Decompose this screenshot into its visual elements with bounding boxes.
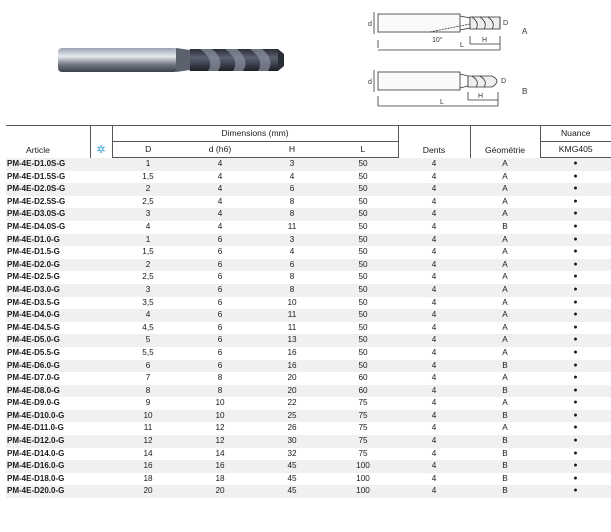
article-cell: PM-4E-D2.0-G [6,259,90,272]
table-row [6,259,611,272]
d-cell: 1,5 [112,171,184,184]
geometrie-cell: A [470,246,540,259]
l-cell: 60 [328,385,398,398]
article-cell: PM-4E-D12.0-G [6,435,90,448]
dents-cell: 4 [398,448,470,461]
l-cell: 50 [328,183,398,196]
dents-cell: 4 [398,435,470,448]
h-cell: 6 [256,183,328,196]
d-cell: 8 [112,385,184,398]
d-cell: 11 [112,422,184,435]
header-L: L [328,142,398,158]
d-cell: 12 [112,435,184,448]
l-cell: 50 [328,171,398,184]
spacer-cell [90,372,112,385]
article-cell: PM-4E-D10.0-G [6,410,90,423]
d-h6-cell: 8 [184,372,256,385]
table-row [6,448,611,461]
table-row [6,158,611,171]
h-cell: 3 [256,234,328,247]
dents-cell: 4 [398,309,470,322]
l-cell: 50 [328,259,398,272]
article-cell: PM-4E-D8.0-G [6,385,90,398]
h-cell: 45 [256,460,328,473]
article-cell: PM-4E-D1.5S-G [6,171,90,184]
dents-cell: 4 [398,322,470,335]
h-cell: 11 [256,322,328,335]
article-cell: PM-4E-D3.0S-G [6,208,90,221]
d-h6-cell: 6 [184,246,256,259]
d-cell: 5,5 [112,347,184,360]
nuance-cell: ● [540,221,611,234]
table-row [6,271,611,284]
h-cell: 20 [256,385,328,398]
article-cell: PM-4E-D9.0-G [6,397,90,410]
geometrie-cell: A [470,158,540,171]
h-cell: 16 [256,360,328,373]
d-h6-cell: 12 [184,422,256,435]
article-cell: PM-4E-D1.5-G [6,246,90,259]
l-cell: 50 [328,347,398,360]
spacer-cell [90,347,112,360]
diagram-b-d: d [368,79,372,86]
dents-cell: 4 [398,234,470,247]
diagram-b-label: B [522,87,528,96]
header-D: D [112,142,184,158]
d-h6-cell: 4 [184,183,256,196]
d-h6-cell: 4 [184,171,256,184]
dents-cell: 4 [398,171,470,184]
l-cell: 75 [328,397,398,410]
h-cell: 16 [256,347,328,360]
l-cell: 75 [328,410,398,423]
spacer-cell [90,221,112,234]
l-cell: 100 [328,460,398,473]
spacer-cell [90,196,112,209]
diagram-a-H: H [482,37,488,44]
dents-cell: 4 [398,422,470,435]
d-h6-cell: 6 [184,284,256,297]
table-row [6,385,611,398]
spacer-cell [90,473,112,486]
d-cell: 7 [112,372,184,385]
h-cell: 11 [256,309,328,322]
h-cell: 32 [256,448,328,461]
spacer-cell [90,208,112,221]
geometrie-cell: B [470,410,540,423]
spacer-cell [90,397,112,410]
table-row [6,284,611,297]
geometrie-cell: A [470,297,540,310]
diagram-b-L: L [440,99,444,106]
d-cell: 1 [112,158,184,171]
h-cell: 11 [256,221,328,234]
nuance-cell: ● [540,485,611,498]
h-cell: 30 [256,435,328,448]
d-h6-cell: 12 [184,435,256,448]
table-row [6,397,611,410]
nuance-cell: ● [540,347,611,360]
dents-cell: 4 [398,410,470,423]
d-cell: 14 [112,448,184,461]
d-h6-cell: 4 [184,221,256,234]
spacer-cell [90,422,112,435]
geometrie-cell: A [470,334,540,347]
spacer-cell [90,284,112,297]
dents-cell: 4 [398,297,470,310]
spacer-cell [90,360,112,373]
d-cell: 1 [112,234,184,247]
table-row [6,473,611,486]
spacer-cell [90,460,112,473]
dents-cell: 4 [398,473,470,486]
dents-cell: 4 [398,221,470,234]
l-cell: 75 [328,435,398,448]
header-dimensions: Dimensions (mm) [112,126,398,142]
l-cell: 100 [328,473,398,486]
dents-cell: 4 [398,360,470,373]
table-row [6,372,611,385]
d-cell: 6 [112,360,184,373]
nuance-cell: ● [540,284,611,297]
l-cell: 75 [328,422,398,435]
d-cell: 9 [112,397,184,410]
h-cell: 8 [256,208,328,221]
diagram-a-d: d [368,21,372,28]
d-h6-cell: 20 [184,485,256,498]
nuance-cell: ● [540,322,611,335]
d-h6-cell: 16 [184,460,256,473]
nuance-cell: ● [540,422,611,435]
geometrie-cell: A [470,171,540,184]
nuance-cell: ● [540,297,611,310]
article-cell: PM-4E-D4.5-G [6,322,90,335]
dents-cell: 4 [398,246,470,259]
dents-cell: 4 [398,196,470,209]
spacer-cell [90,183,112,196]
h-cell: 3 [256,158,328,171]
h-cell: 8 [256,271,328,284]
h-cell: 10 [256,297,328,310]
d-h6-cell: 6 [184,322,256,335]
dents-cell: 4 [398,397,470,410]
diagram-a-angle: 10° [432,37,443,44]
header-H: H [256,142,328,158]
d-h6-cell: 14 [184,448,256,461]
table-row [6,360,611,373]
table-row [6,422,611,435]
end-mill-photo [50,40,290,80]
spacer-cell [90,322,112,335]
l-cell: 50 [328,284,398,297]
l-cell: 50 [328,221,398,234]
geometrie-cell: B [470,448,540,461]
header-d-h6: d (h6) [184,142,256,158]
spacer-cell [90,334,112,347]
spacer-cell [90,309,112,322]
d-cell: 3 [112,284,184,297]
d-h6-cell: 4 [184,208,256,221]
h-cell: 13 [256,334,328,347]
d-h6-cell: 6 [184,309,256,322]
table-row [6,183,611,196]
nuance-cell: ● [540,460,611,473]
article-cell: PM-4E-D11.0-G [6,422,90,435]
article-cell: PM-4E-D1.0-G [6,234,90,247]
spacer-cell [90,297,112,310]
article-cell: PM-4E-D4.0-G [6,309,90,322]
table-row [6,246,611,259]
dents-cell: 4 [398,284,470,297]
dents-cell: 4 [398,460,470,473]
spacer-cell [90,271,112,284]
nuance-cell: ● [540,385,611,398]
d-cell: 2 [112,259,184,272]
d-h6-cell: 6 [184,271,256,284]
nuance-cell: ● [540,271,611,284]
nuance-cell: ● [540,473,611,486]
geometrie-cell: A [470,271,540,284]
header-geometrie: Géométrie [470,126,540,158]
dents-cell: 4 [398,208,470,221]
dents-cell: 4 [398,347,470,360]
table-row [6,297,611,310]
spacer-cell [90,435,112,448]
d-cell: 3,5 [112,297,184,310]
h-cell: 45 [256,485,328,498]
article-cell: PM-4E-D7.0-G [6,372,90,385]
d-cell: 2,5 [112,196,184,209]
d-h6-cell: 10 [184,397,256,410]
geometrie-cell: B [470,473,540,486]
nuance-cell: ● [540,246,611,259]
nuance-cell: ● [540,259,611,272]
table-body [6,158,611,499]
article-cell: PM-4E-D3.0-G [6,284,90,297]
d-h6-cell: 6 [184,297,256,310]
article-cell: PM-4E-D3.5-G [6,297,90,310]
table-row [6,347,611,360]
spacer-cell [90,171,112,184]
spacer-cell [90,158,112,171]
geometrie-cell: B [470,485,540,498]
article-cell: PM-4E-D1.0S-G [6,158,90,171]
table-row [6,322,611,335]
d-h6-cell: 6 [184,347,256,360]
diagram-a-label: A [522,27,528,36]
l-cell: 100 [328,485,398,498]
nuance-cell: ● [540,208,611,221]
diagram-a-D: D [503,20,509,27]
dents-cell: 4 [398,334,470,347]
table-row [6,410,611,423]
d-cell: 1,5 [112,246,184,259]
article-cell: PM-4E-D6.0-G [6,360,90,373]
geometrie-cell: A [470,208,540,221]
nuance-cell: ● [540,234,611,247]
geometrie-cell: A [470,422,540,435]
nuance-cell: ● [540,410,611,423]
geometrie-cell: B [470,435,540,448]
d-h6-cell: 6 [184,259,256,272]
d-cell: 20 [112,485,184,498]
spacer-cell [90,485,112,498]
l-cell: 75 [328,448,398,461]
dents-cell: 4 [398,271,470,284]
table-row [6,460,611,473]
l-cell: 50 [328,234,398,247]
h-cell: 26 [256,422,328,435]
table-row [6,234,611,247]
spacer-cell [90,246,112,259]
geometry-diagram-a [360,6,610,58]
table-row [6,485,611,498]
h-cell: 20 [256,372,328,385]
diagram-b-H: H [478,93,484,100]
article-cell: PM-4E-D16.0-G [6,460,90,473]
d-h6-cell: 8 [184,385,256,398]
spacer-cell [90,410,112,423]
geometrie-cell: A [470,259,540,272]
d-cell: 10 [112,410,184,423]
geometrie-cell: A [470,322,540,335]
d-cell: 3 [112,208,184,221]
geometrie-cell: B [470,360,540,373]
table-row [6,334,611,347]
d-h6-cell: 18 [184,473,256,486]
article-cell: PM-4E-D14.0-G [6,448,90,461]
geometrie-cell: A [470,234,540,247]
diagram-b-D: D [501,78,507,85]
article-cell: PM-4E-D2.5-G [6,271,90,284]
article-cell: PM-4E-D20.0-G [6,485,90,498]
h-cell: 8 [256,196,328,209]
h-cell: 22 [256,397,328,410]
spacer-cell [90,385,112,398]
dents-cell: 4 [398,385,470,398]
article-cell: PM-4E-D2.5S-G [6,196,90,209]
header-nuance: Nuance [540,126,611,142]
d-h6-cell: 4 [184,196,256,209]
d-cell: 2 [112,183,184,196]
h-cell: 4 [256,171,328,184]
l-cell: 50 [328,246,398,259]
dents-cell: 4 [398,259,470,272]
h-cell: 25 [256,410,328,423]
dents-cell: 4 [398,372,470,385]
nuance-cell: ● [540,171,611,184]
nuance-cell: ● [540,196,611,209]
table-row [6,171,611,184]
table-row [6,196,611,209]
diagram-a-L: L [460,42,464,49]
dents-cell: 4 [398,485,470,498]
nuance-cell: ● [540,360,611,373]
nuance-cell: ● [540,435,611,448]
nuance-cell: ● [540,158,611,171]
article-cell: PM-4E-D18.0-G [6,473,90,486]
nuance-cell: ● [540,183,611,196]
article-cell: PM-4E-D2.0S-G [6,183,90,196]
article-cell: PM-4E-D4.0S-G [6,221,90,234]
l-cell: 50 [328,297,398,310]
h-cell: 6 [256,259,328,272]
l-cell: 50 [328,360,398,373]
l-cell: 50 [328,334,398,347]
geometrie-cell: A [470,309,540,322]
l-cell: 50 [328,158,398,171]
d-cell: 4,5 [112,322,184,335]
d-h6-cell: 6 [184,234,256,247]
d-cell: 4 [112,309,184,322]
header-dents: Dents [398,126,470,158]
l-cell: 60 [328,372,398,385]
spacer-cell [90,448,112,461]
geometrie-cell: A [470,347,540,360]
geometrie-cell: B [470,221,540,234]
d-cell: 5 [112,334,184,347]
l-cell: 50 [328,196,398,209]
article-cell: PM-4E-D5.0-G [6,334,90,347]
d-cell: 2,5 [112,271,184,284]
table-row [6,435,611,448]
geometrie-cell: A [470,284,540,297]
dents-cell: 4 [398,158,470,171]
d-cell: 4 [112,221,184,234]
l-cell: 50 [328,208,398,221]
geometrie-cell: A [470,397,540,410]
spacer-cell [90,234,112,247]
d-h6-cell: 6 [184,360,256,373]
geometrie-cell: A [470,183,540,196]
spacer-cell [90,259,112,272]
geometry-diagram-b [360,66,610,116]
h-cell: 4 [256,246,328,259]
dents-cell: 4 [398,183,470,196]
d-h6-cell: 6 [184,334,256,347]
geometrie-cell: B [470,460,540,473]
table-row [6,309,611,322]
h-cell: 8 [256,284,328,297]
geometrie-cell: A [470,372,540,385]
d-h6-cell: 10 [184,410,256,423]
l-cell: 50 [328,322,398,335]
table-row [6,208,611,221]
header-article: Article [6,126,90,158]
snowflake-icon: ✲ [90,126,112,158]
nuance-cell: ● [540,372,611,385]
product-table [6,125,611,498]
d-h6-cell: 4 [184,158,256,171]
d-cell: 16 [112,460,184,473]
table-row [6,221,611,234]
nuance-cell: ● [540,397,611,410]
l-cell: 50 [328,271,398,284]
header-kmg405: KMG405 [540,142,611,158]
h-cell: 45 [256,473,328,486]
d-cell: 18 [112,473,184,486]
nuance-cell: ● [540,334,611,347]
nuance-cell: ● [540,309,611,322]
nuance-cell: ● [540,448,611,461]
l-cell: 50 [328,309,398,322]
article-cell: PM-4E-D5.5-G [6,347,90,360]
geometrie-cell: A [470,196,540,209]
geometrie-cell: B [470,385,540,398]
